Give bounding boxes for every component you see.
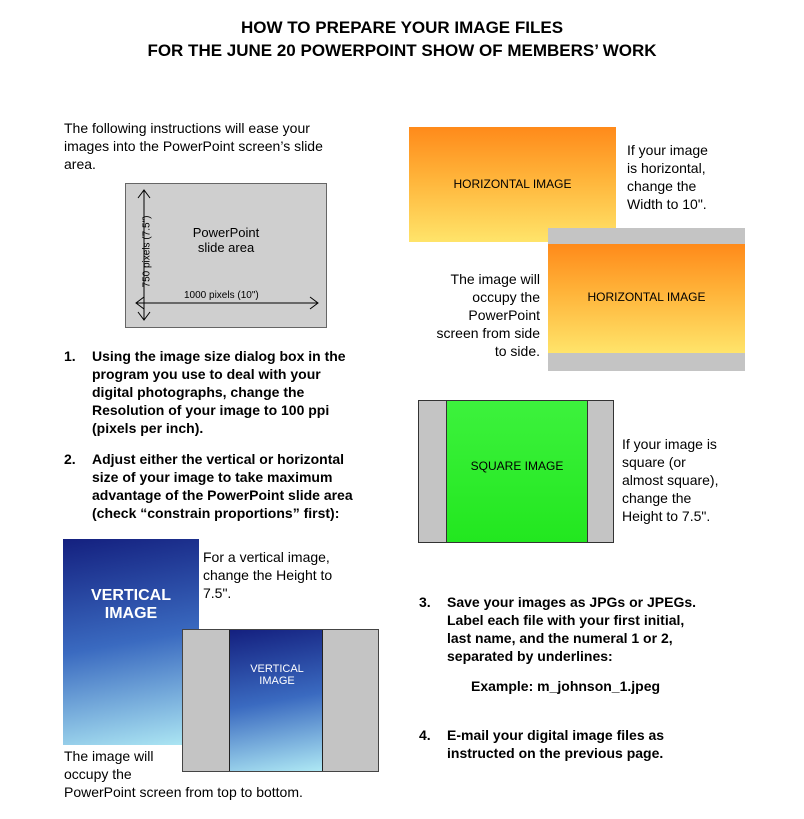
height-label: 750 pixels (7.5") [141, 215, 153, 288]
horizontal-image-fitted [548, 244, 745, 353]
square-image-label: SQUARE IMAGE [470, 459, 564, 473]
intro-text: The following instructions will ease your images into the PowerPoint screen’s slide area. [64, 120, 323, 172]
vertical-image-fitted-label: VERTICAL IMAGE [250, 663, 304, 687]
step-3-number: 3. [419, 594, 431, 610]
vertical-image-sample [63, 539, 199, 745]
horizontal-image-sample [409, 127, 616, 242]
vertical-image-label: VERTICAL IMAGE [91, 587, 171, 622]
step-4-text: E-mail your digital image files as instructed on the previous page. [447, 727, 665, 761]
page-title-line2: FOR THE JUNE 20 POWERPOINT SHOW OF MEMBERS’ WORK [147, 41, 657, 60]
step-2-text: Adjust either the vertical or horizontal size of your image to take maximum advantage of the PowerPoint slide area (check “constrain proportions” first): [92, 451, 353, 521]
horizontal-image-fitted-label: HORIZONTAL IMAGE [587, 290, 706, 304]
example-filename: Example: m_johnson_1.jpeg [471, 678, 661, 694]
horizontal-image-label: HORIZONTAL IMAGE [453, 177, 572, 191]
step-1-text: Using the image size dialog box in the program you use to deal with your digital photographs, change the Resolution of your image to 100 ppi (pixels per inch). [92, 348, 346, 436]
horizontal-occupy-note: The image will occupy the PowerPoint screen from side to side. [436, 271, 540, 359]
step-1-number: 1. [64, 348, 76, 364]
square-slide-frame [418, 400, 614, 543]
horizontal-note: If your image is horizontal, change the Width to 10". [627, 142, 708, 212]
square-note: If your image is square (or almost square), change the Height to 7.5". [622, 436, 719, 524]
page-title-line1: HOW TO PREPARE YOUR IMAGE FILES [240, 18, 564, 37]
square-image-fitted [446, 401, 588, 542]
step-3-text: Save your images as JPGs or JPEGs. Label each file with your first initial, last name, and the numeral 1 or 2, separated by underlines: [447, 594, 697, 664]
slide-area-label: PowerPoint slide area [192, 225, 260, 255]
step-4-number: 4. [419, 727, 431, 743]
horizontal-slide-frame [548, 228, 745, 371]
width-label: 1000 pixels (10") [184, 290, 259, 301]
vertical-note: For a vertical image, change the Height to 7.5". [203, 549, 333, 601]
step-2-number: 2. [64, 451, 76, 467]
slide-area-diagram [125, 183, 327, 328]
vertical-occupy-note: The image will occupy the PowerPoint screen from top to bottom. [64, 748, 303, 800]
dimension-arrows [126, 184, 326, 327]
